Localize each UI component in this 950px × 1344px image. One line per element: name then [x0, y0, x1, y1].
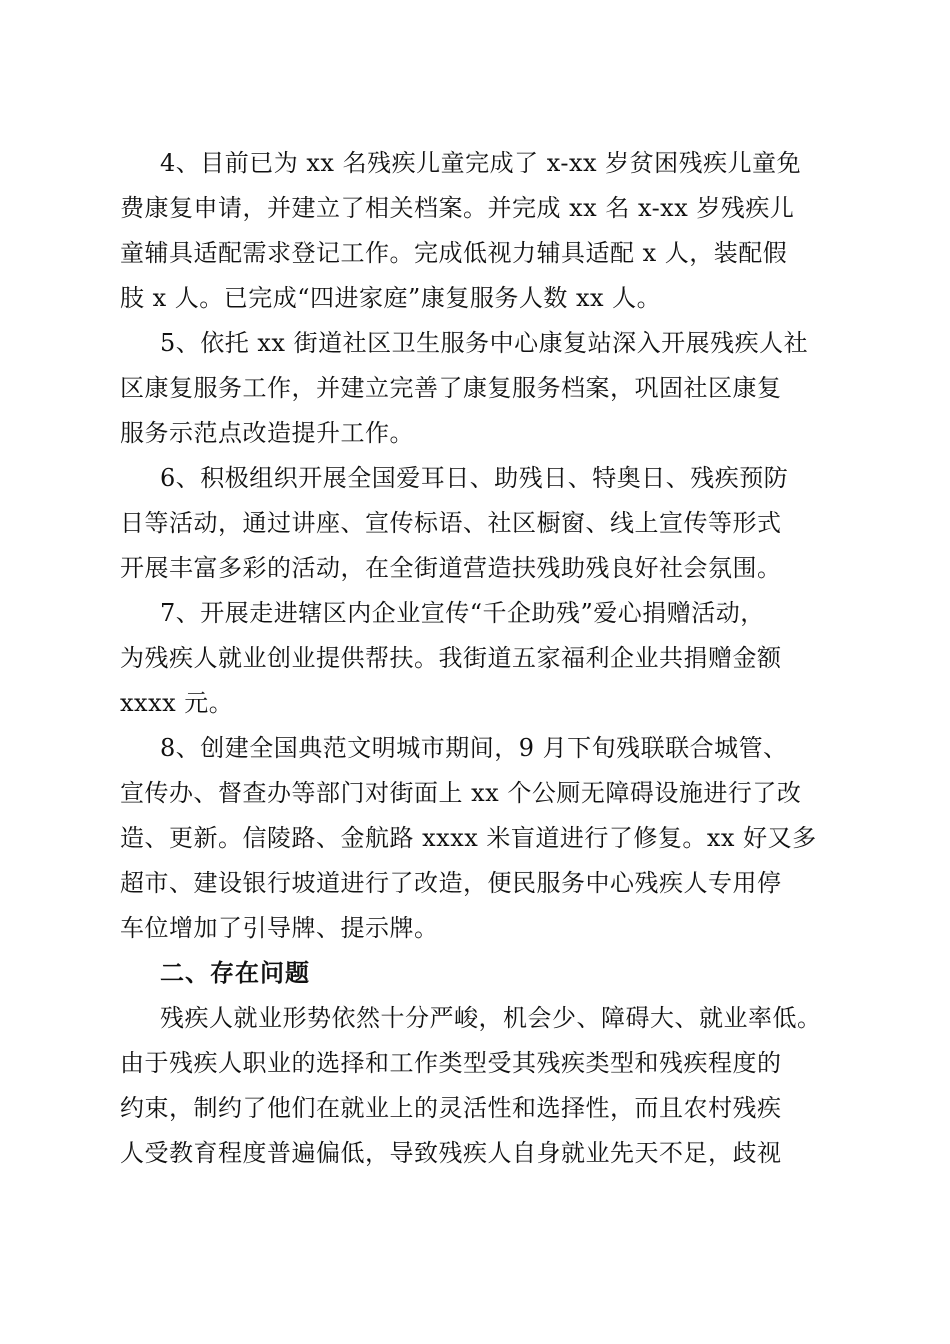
- paragraph-5-line: 服务示范点改造提升工作。: [120, 419, 414, 447]
- paragraph-4-line: 肢 x 人。已完成“四进家庭”康复服务人数 xx 人。: [120, 284, 662, 312]
- paragraph-7-line: 为残疾人就业创业提供帮扶。我街道五家福利企业共捐赠金额: [120, 644, 782, 672]
- section-heading-problems: 二、存在问题: [160, 959, 310, 987]
- paragraph-6-line: 开展丰富多彩的活动，在全街道营造扶残助残良好社会氛围。: [120, 554, 782, 582]
- paragraph-4-line: 4、目前已为 xx 名残疾儿童完成了 x-xx 岁贫困残疾儿童免: [160, 149, 802, 177]
- paragraph-7-line: xxxx 元。: [120, 689, 234, 717]
- paragraph-5-line: 区康复服务工作，并建立完善了康复服务档案，巩固社区康复: [120, 374, 782, 402]
- paragraph-4-line: 费康复申请，并建立了相关档案。并完成 xx 名 x-xx 岁残疾儿: [120, 194, 795, 222]
- paragraph-8-line: 车位增加了引导牌、提示牌。: [120, 914, 439, 942]
- problems-paragraph-line: 由于残疾人职业的选择和工作类型受其残疾类型和残疾程度的: [120, 1049, 782, 1077]
- paragraph-8-line: 宣传办、督查办等部门对街面上 xx 个公厕无障碍设施进行了改: [120, 779, 802, 807]
- paragraph-8-line: 8、创建全国典范文明城市期间，9 月下旬残联联合城管、: [160, 734, 788, 762]
- paragraph-5-line: 5、依托 xx 街道社区卫生服务中心康复站深入开展残疾人社: [160, 329, 809, 357]
- paragraph-6-line: 6、积极组织开展全国爱耳日、助残日、特奥日、残疾预防: [160, 464, 789, 492]
- problems-paragraph-line: 约束，制约了他们在就业上的灵活性和选择性，而且农村残疾: [120, 1094, 782, 1122]
- paragraph-8-line: 造、更新。信陵路、金航路 xxxx 米盲道进行了修复。xx 好又多: [120, 824, 817, 852]
- problems-paragraph-line: 人受教育程度普遍偏低，导致残疾人自身就业先天不足，歧视: [120, 1139, 782, 1167]
- paragraph-7-line: 7、开展走进辖区内企业宣传“千企助残”爱心捐赠活动，: [160, 599, 765, 627]
- paragraph-8-line: 超市、建设银行坡道进行了改造，便民服务中心残疾人专用停: [120, 869, 782, 897]
- paragraph-6-line: 日等活动，通过讲座、宣传标语、社区橱窗、线上宣传等形式: [120, 509, 782, 537]
- problems-paragraph-line: 残疾人就业形势依然十分严峻，机会少、障碍大、就业率低。: [160, 1004, 822, 1032]
- paragraph-4-line: 童辅具适配需求登记工作。完成低视力辅具适配 x 人，装配假: [120, 239, 788, 267]
